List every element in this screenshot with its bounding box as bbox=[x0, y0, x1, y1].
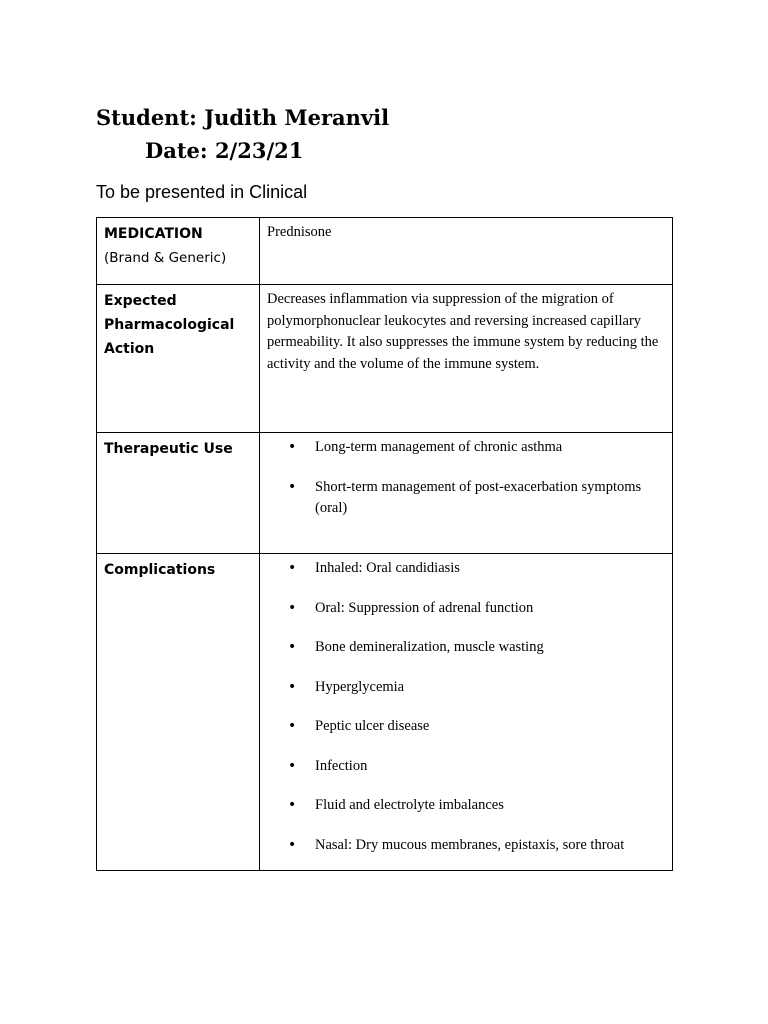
therapeutic-use-label: Therapeutic Use bbox=[104, 441, 233, 457]
medication-sublabel: (Brand & Generic) bbox=[104, 250, 227, 266]
therapeutic-use-row bbox=[97, 433, 673, 554]
action-label-line-3: Action bbox=[104, 341, 155, 357]
complications-row bbox=[97, 554, 673, 871]
complications-label-cell bbox=[97, 554, 260, 871]
list-item: • Long-term management of chronic asthma bbox=[267, 437, 664, 459]
complications-value-cell bbox=[260, 554, 673, 871]
complications-label: Complications bbox=[104, 562, 216, 578]
medication-label: MEDICATION bbox=[104, 226, 203, 242]
action-value-cell bbox=[260, 285, 673, 433]
list-item: • Bone demineralization, muscle wasting bbox=[267, 637, 664, 659]
medication-row bbox=[97, 218, 673, 285]
therapeutic-use-list bbox=[267, 437, 664, 520]
action-label-line-1: Expected bbox=[104, 293, 177, 309]
list-item: • Hyperglycemia bbox=[267, 677, 664, 699]
list-item: • Oral: Suppression of adrenal function bbox=[267, 598, 664, 620]
action-label-cell bbox=[97, 285, 260, 433]
list-item: • Inhaled: Oral candidiasis bbox=[267, 558, 664, 580]
complications-list bbox=[267, 558, 664, 856]
list-item: • Short-term management of post-exacerbation symptoms (oral) bbox=[267, 477, 664, 520]
student-name-heading: Student: Judith Meranvil bbox=[96, 105, 390, 130]
list-item: • Nasal: Dry mucous membranes, epistaxis, sore throat bbox=[267, 835, 664, 857]
medication-table bbox=[96, 217, 673, 871]
list-item: • Infection bbox=[267, 756, 664, 778]
therapeutic-use-label-cell bbox=[97, 433, 260, 554]
medication-value-cell bbox=[260, 218, 673, 285]
action-row bbox=[97, 285, 673, 433]
list-item: • Fluid and electrolyte imbalances bbox=[267, 795, 664, 817]
date-heading: Date: 2/23/21 bbox=[145, 138, 304, 163]
therapeutic-use-value-cell bbox=[260, 433, 673, 554]
medication-value: Prednisone bbox=[267, 224, 332, 240]
intro-text: To be presented in Clinical bbox=[96, 182, 308, 202]
list-item: • Peptic ulcer disease bbox=[267, 716, 664, 738]
action-value: Decreases inflammation via suppression of the migration of polymorphonuclear leukocytes and reversing increased capillary permeability. It also suppresses the immune system by reducing the activity and the volume of the immune system. bbox=[267, 291, 659, 372]
medication-label-cell bbox=[97, 218, 260, 285]
action-label-line-2: Pharmacological bbox=[104, 317, 235, 333]
